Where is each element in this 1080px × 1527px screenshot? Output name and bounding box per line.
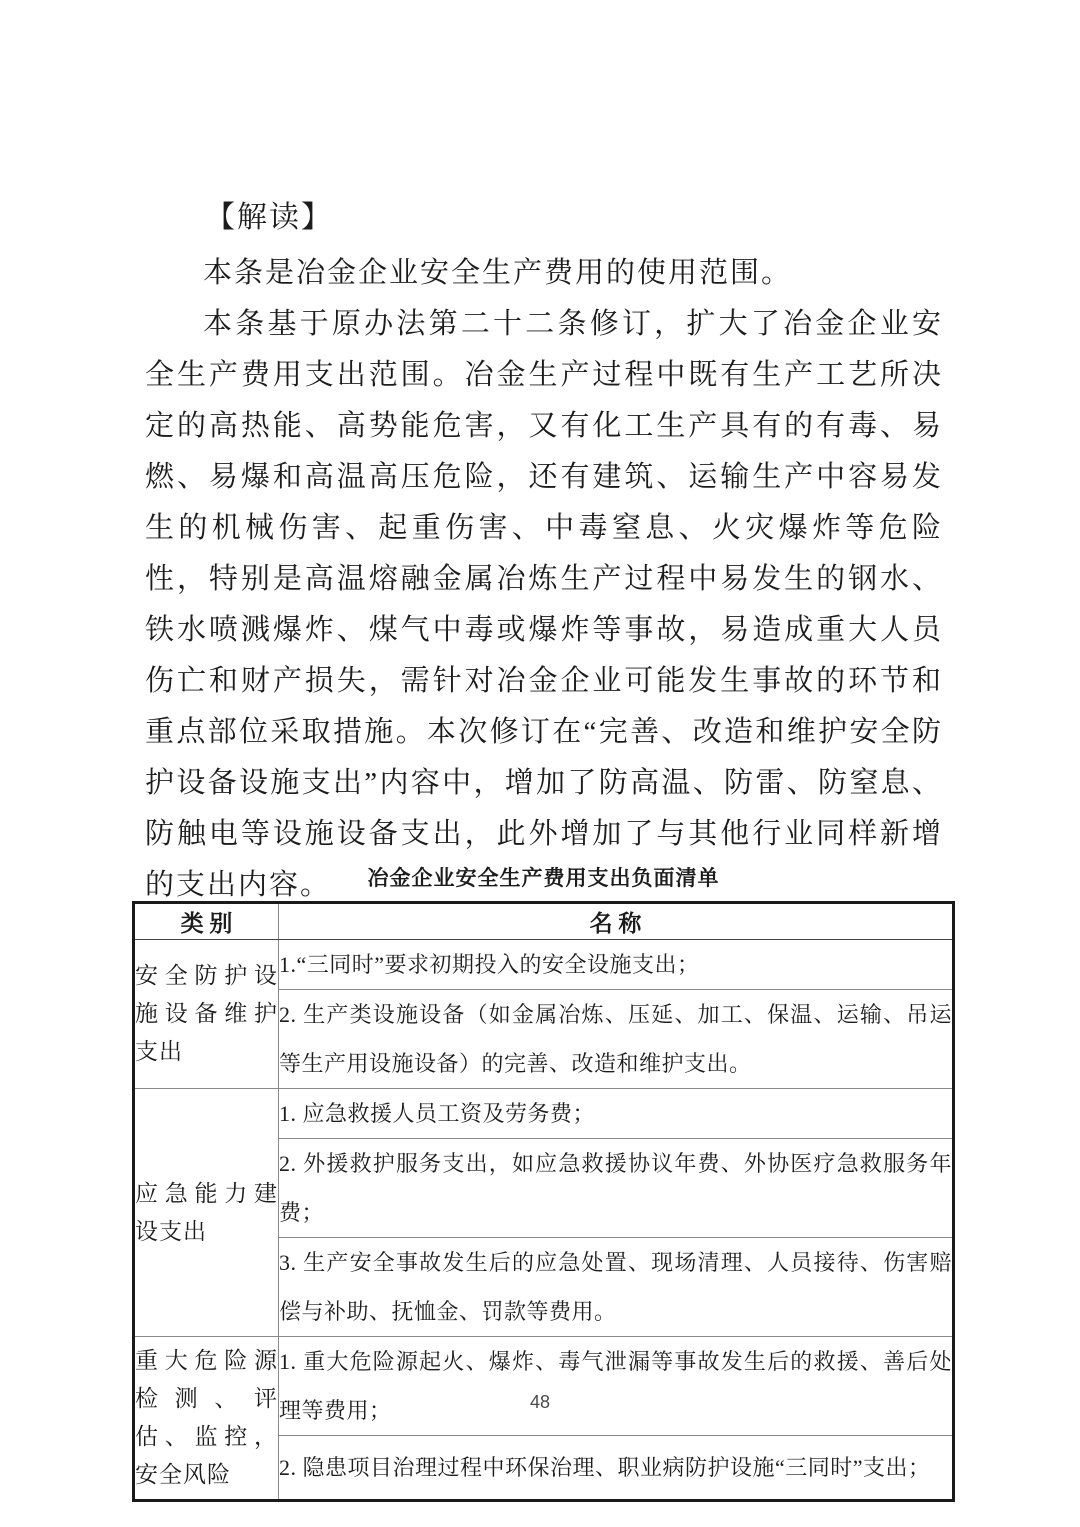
interpretation-paragraph-1: 本条是冶金企业安全生产费用的使用范围。 xyxy=(203,257,793,289)
category-cell-safety-facilities: 安全防护设施设备维护支出 xyxy=(134,940,279,1089)
item-cell: 2. 外援救护服务支出，如应急救援协议年费、外协医疗急救服务年费； xyxy=(279,1139,954,1238)
table-row xyxy=(134,1337,954,1436)
table-row xyxy=(134,940,954,990)
page-number: 48 xyxy=(529,1392,551,1412)
item-cell: 2. 生产类设施设备（如金属冶炼、压延、加工、保温、运输、吊运等生产用设施设备）的完善、改造和维护支出。 xyxy=(279,990,954,1089)
interpretation-section xyxy=(145,196,943,911)
category-cell-major-hazard: 重大危险源检测、评估、监控，安全风险 xyxy=(134,1337,279,1501)
item-cell: 1. 应急救援人员工资及劳务费； xyxy=(279,1089,954,1139)
table-header-row xyxy=(134,903,954,940)
item-cell: 3. 生产安全事故发生后的应急处置、现场清理、人员接待、伤害赔偿与补助、抚恤金、罚款等费用。 xyxy=(279,1238,954,1337)
table-title: 冶金企业安全生产费用支出负面清单 xyxy=(367,866,720,890)
item-cell: 1.“三同时”要求初期投入的安全设施支出； xyxy=(279,940,954,990)
item-cell: 1. 重大危险源起火、爆炸、毒气泄漏等事故发生后的救援、善后处理等费用； xyxy=(279,1337,954,1436)
interpretation-heading: 【解读】 xyxy=(205,201,333,234)
item-cell: 2. 隐患项目治理过程中环保治理、职业病防护设施“三同时”支出； xyxy=(279,1436,954,1501)
header-cell-name: 名 称 xyxy=(279,903,954,940)
interpretation-paragraph-2: 本条基于原办法第二十二条修订，扩大了冶金企业安全生产费用支出范围。冶金生产过程中既有生产工艺所决定的高热能、高势能危害，又有化工生产具有的有毒、易燃、易爆和高温高压危险，还有建筑、运输生产中容易发生的机械伤害、起重伤害、中毒窒息、火灾爆炸等危险性，特别是高温熔融金属冶炼生产过程中易发生的钢水、铁水喷溅爆炸、煤气中毒或爆炸等事故，易造成重大人员伤亡和财产损失，需针对冶金企业可能发生事故的环节和重点部位采取措施。本次修订在“完善、改造和维护安全防护设备设施支出”内容中，增加了防高温、防雷、防窒息、防触电等设施设备支出，此外增加了与其他行业同样新增的支出内容。 xyxy=(145,308,943,901)
table-row xyxy=(134,1089,954,1139)
category-cell-emergency-capability: 应急能力建设支出 xyxy=(134,1089,279,1337)
header-cell-category: 类 别 xyxy=(134,903,279,940)
